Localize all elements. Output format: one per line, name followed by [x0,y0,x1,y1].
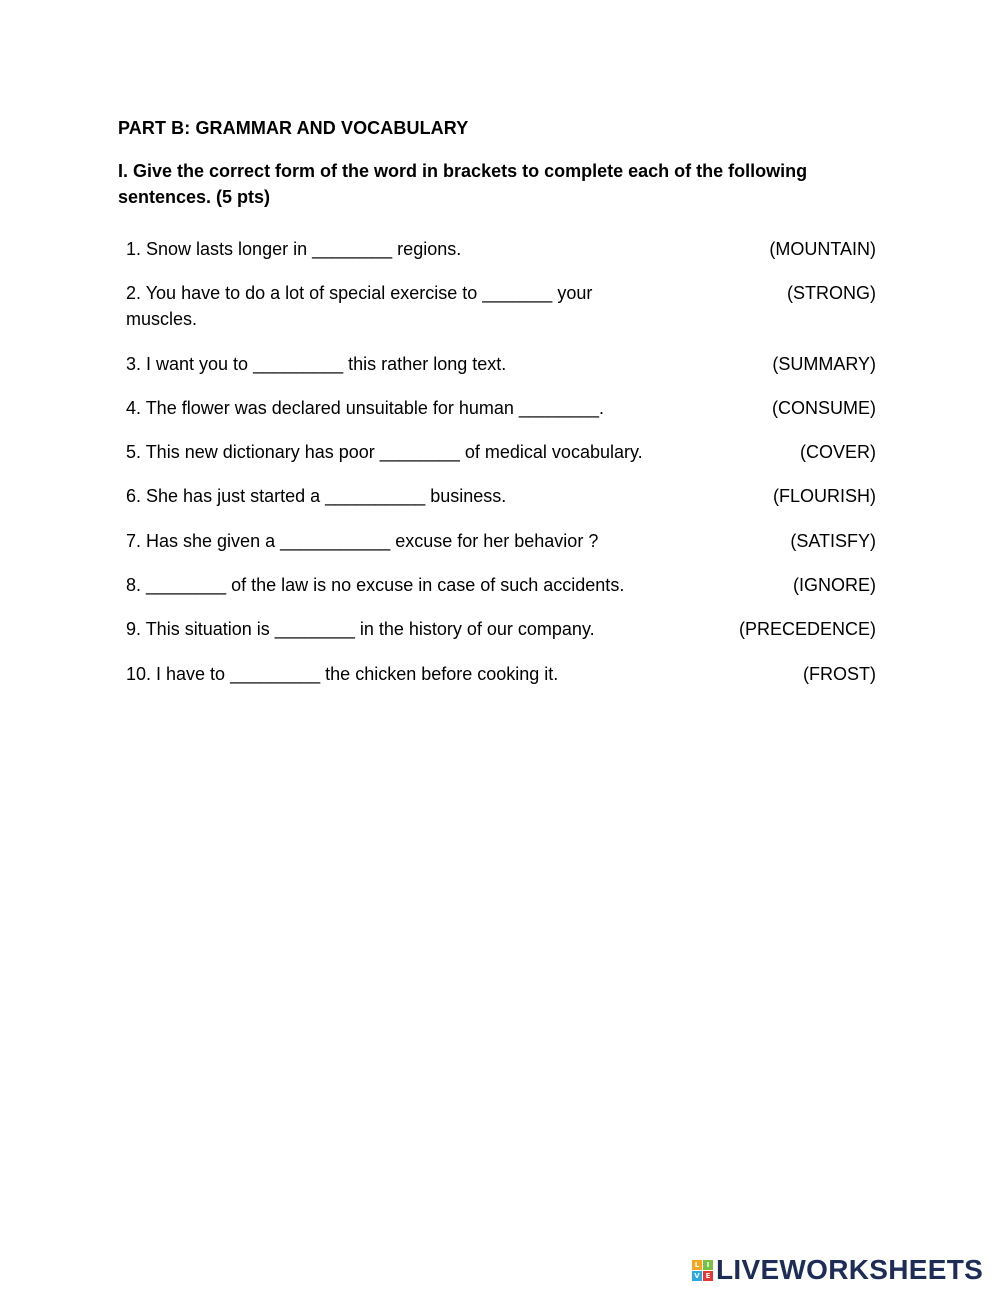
question-text: 4. The flower was declared unsuitable for human ________. [126,397,604,418]
question-row [126,439,876,465]
logo-wordmark: LIVEWORKSHEETS [716,1254,984,1285]
root-word: (IGNORE) [793,575,876,596]
question-text: 9. This situation is ________ in the history of our company. [126,619,595,640]
question-text: 7. Has she given a ___________ excuse for her behavior ? [126,530,599,551]
question-row [126,572,876,598]
part-title: PART B: GRAMMAR AND VOCABULARY [118,118,469,138]
root-word: (FLOURISH) [773,486,876,507]
question-row [126,395,876,421]
question-row [126,616,876,642]
logo-letter-e: E [703,1271,713,1281]
question-text: 2. You have to do a lot of special exercise to _______ your muscles. [126,283,593,330]
root-word: (PRECEDENCE) [738,619,876,640]
question-row [126,280,876,332]
liveworksheets-logo [692,1255,983,1285]
logo-letter-v: V [692,1271,702,1281]
question-text: 1. Snow lasts longer in ________ regions. [126,239,462,259]
root-word: (STRONG) [787,283,876,304]
question-text: 10. I have to _________ the chicken before cooking it. [126,663,559,684]
root-word: (FROST) [803,663,876,684]
question-row [126,351,876,377]
logo-letter-i: I [703,1260,713,1270]
question-row [126,483,876,509]
root-word: (SUMMARY) [772,353,876,374]
root-word: (SATISFY) [790,530,876,551]
logo-mark-icon [692,1260,713,1281]
root-word: (MOUNTAIN) [769,239,876,259]
logo-letter-l: L [692,1260,702,1270]
question-text: 5. This new dictionary has poor ________ of medical vocabulary. [126,442,643,463]
root-word: (CONSUME) [772,397,876,418]
instruction-heading: I. Give the correct form of the word in brackets to complete each of the following sentences. (5 pts) [118,161,808,207]
question-text: 8. ________ of the law is no excuse in case of such accidents. [126,575,625,596]
question-row [126,661,876,687]
question-text: 6. She has just started a __________ business. [126,486,507,507]
root-word: (COVER) [800,442,876,463]
question-row [126,528,876,554]
question-row [126,236,876,262]
question-list [126,236,876,705]
question-text: 3. I want you to _________ this rather long text. [126,353,507,374]
